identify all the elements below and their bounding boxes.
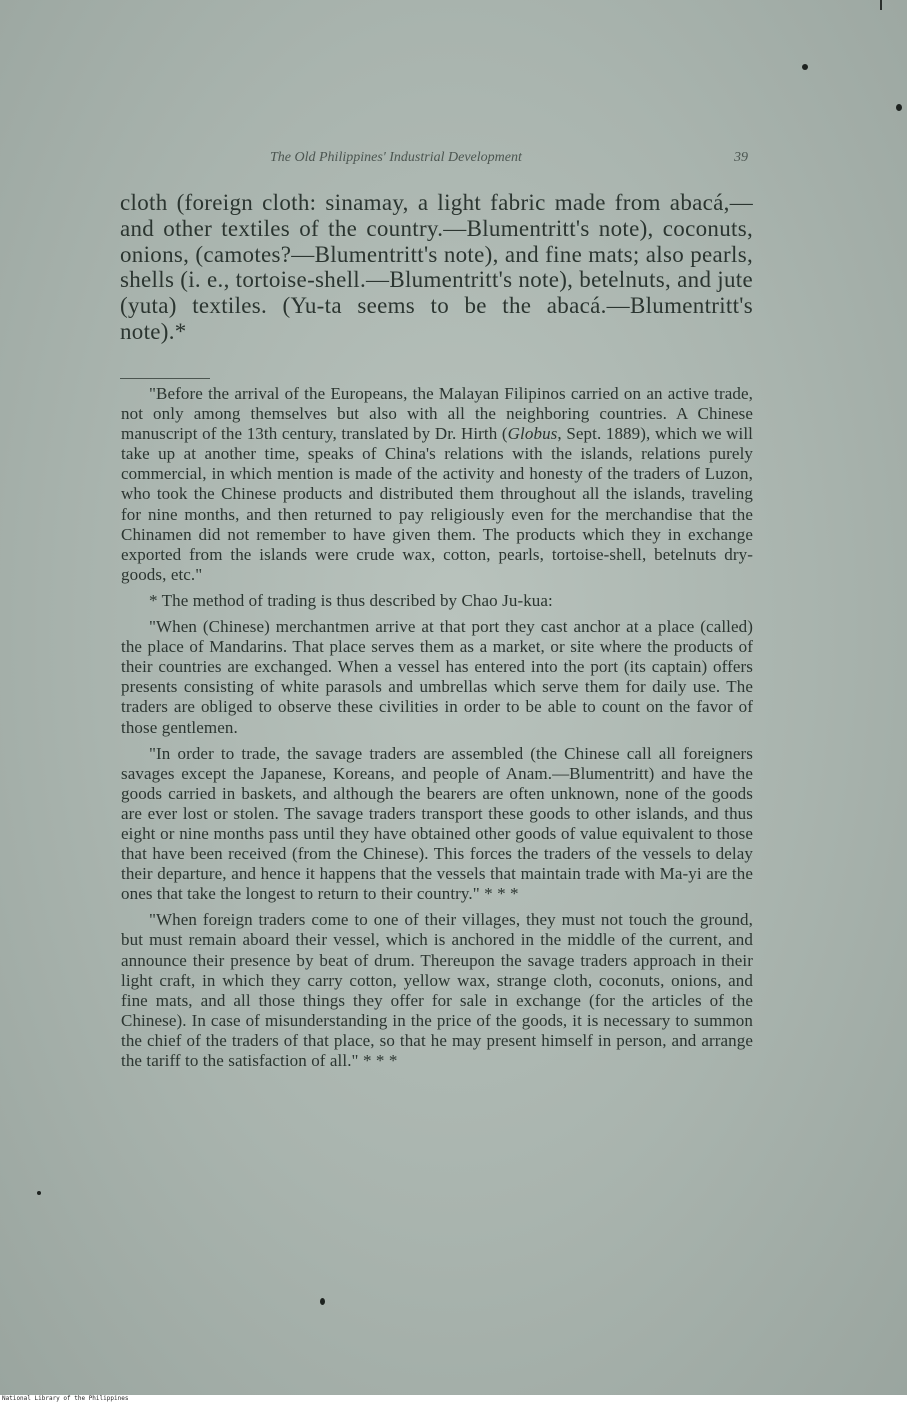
footnote-paragraph: "When (Chinese) merchantmen arrive at that port they cast anchor at a place (called) the place of Mandarins. That place serves them as a market, or site where the products of their countries are exchanged. When a vessel has entered into the port (its captain) offers presents consisting of white parasols and umbrellas which serve them for daily use. The traders are obliged to observe these civilities in order to be able to count on the favor of those gentlemen. — [121, 617, 753, 737]
footnote-paragraph: * The method of trading is thus described by Chao Ju-kua: — [149, 590, 553, 610]
dust-speck — [37, 1191, 41, 1195]
page-edge-mark — [880, 0, 882, 10]
dust-speck — [896, 104, 902, 111]
footnote-paragraph: "When foreign traders come to one of their villages, they must not touch the ground, but must remain aboard their vessel, which is anchored in the middle of the current, and announce their presence by beat of drum. Thereupon the savage traders approach in their light craft, in which they carry cotton, yellow wax, strange cloth, coconuts, onions, and fine mats, and all those things they offer for sale in exchange (for the articles of the Chinese). In case of misunderstanding in the price of the goods, it is necessary to summon the chief of the traders of that place, so that he may present himself in person, and arrange the tariff to the satisfaction of all." * * * — [121, 910, 753, 1070]
footnote-italic-title: Globus — [507, 424, 558, 444]
page-number: 39 — [734, 150, 748, 165]
footnote-rule — [120, 378, 210, 379]
footnote-paragraph — [121, 384, 753, 585]
footnote-text: "Before the arrival of the Europeans, the Malayan Filipinos carried on an active trade, not only among themselves but also with all the neighboring countries. A Chinese manuscript of the 13th century, translated by Dr. Hirth ( — [121, 384, 753, 444]
footnote-paragraph: "In order to trade, the savage traders are assembled (the Chinese call all foreigners savages except the Japanese, Koreans, and people of Anam.—Blumentritt) and have the goods carried in baskets, and although the bearers are often unknown, none of the goods are ever lost or stolen. The savage traders transport these goods to other islands, and thus eight or nine months pass until they have obtained other goods of value equivalent to those that have been received (from the Chinese). This forces the traders of the vessels to delay their departure, and hence it happens that the vessels that maintain trade with Ma-yi are the ones that take the longest to return to their country." * * * — [121, 743, 753, 904]
footnote-text: , Sept. 1889), which we will take up at another time, speaks of China's relations with the islands, relations purely commercial, in which mention is made of the activity and honesty of the traders of Luzon, who took the Chinese products and distributed them throughout all the islands, traveling for nine months, and then returned to pay religiously even for the merchandise that the Chinamen did not remember to have given them. The products which they in exchange exported from the islands were crude wax, cotton, pearls, tortoise-shell, betelnuts dry-goods, etc." — [121, 424, 754, 584]
main-paragraph: cloth (foreign cloth: sinamay, a light fabric made from abacá,—and other textiles of the country.—Blumentritt's note), coconuts, onions, (camotes?—Blumentritt's note), and fine mats; also pearls, shells (i. e., tortoise-shell.—Blumentritt's note), betelnuts, and jute (yuta) textiles. (Yu-ta seems to be the abacá.—Blumentritt's note).* — [120, 190, 753, 344]
credit-line: National Library of the Philippines — [2, 1395, 129, 1402]
running-head: The Old Philippines' Industrial Development — [270, 150, 522, 165]
dust-speck — [802, 64, 808, 70]
bottom-strip — [0, 1395, 907, 1403]
footnotes — [121, 384, 753, 1077]
dust-speck — [320, 1298, 325, 1305]
